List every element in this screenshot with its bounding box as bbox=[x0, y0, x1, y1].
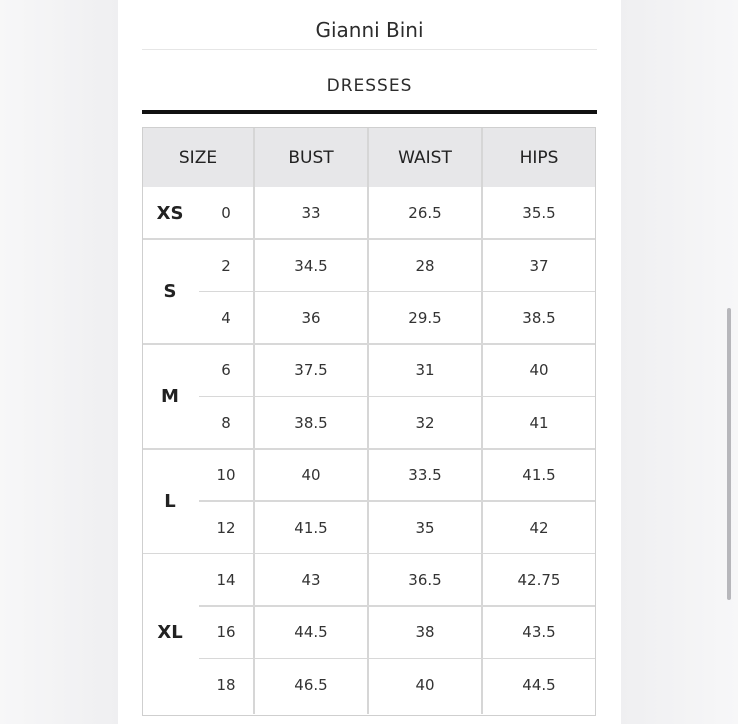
size-number: 16 bbox=[216, 623, 236, 642]
hips-value: 41.5 bbox=[522, 466, 556, 485]
size-group-label: L bbox=[164, 490, 176, 512]
hips-value: 38.5 bbox=[522, 308, 556, 327]
bust-value: 43 bbox=[301, 570, 321, 589]
waist-value: 28 bbox=[415, 256, 435, 275]
background-left bbox=[0, 0, 118, 724]
bust-value: 37.5 bbox=[294, 361, 328, 380]
bust-value: 40 bbox=[301, 466, 321, 485]
bust-value: 33 bbox=[301, 204, 321, 223]
size-number: 2 bbox=[221, 256, 231, 275]
size-group-label: S bbox=[163, 281, 177, 303]
waist-value: 29.5 bbox=[408, 308, 442, 327]
bust-value: 46.5 bbox=[294, 675, 328, 694]
size-number: 12 bbox=[216, 518, 236, 537]
close-icon[interactable] bbox=[549, 0, 579, 10]
size-group-label: M bbox=[161, 386, 179, 408]
size-number: 4 bbox=[221, 308, 231, 327]
hips-value: 37 bbox=[529, 256, 549, 275]
size-chart-table bbox=[142, 127, 596, 716]
size-number: 14 bbox=[216, 570, 236, 589]
waist-value: 36.5 bbox=[408, 570, 442, 589]
hips-value: 41 bbox=[529, 413, 549, 432]
bust-value: 38.5 bbox=[294, 413, 328, 432]
waist-value: 31 bbox=[415, 361, 435, 380]
category-underline bbox=[142, 110, 597, 114]
waist-value: 33.5 bbox=[408, 466, 442, 485]
hips-value: 35.5 bbox=[522, 204, 556, 223]
background-right bbox=[621, 0, 738, 724]
size-number: 10 bbox=[216, 466, 236, 485]
header-hips: HIPS bbox=[483, 128, 595, 187]
size-number: 8 bbox=[221, 413, 231, 432]
hips-value: 43.5 bbox=[522, 623, 556, 642]
header-waist: WAIST bbox=[369, 128, 481, 187]
bust-value: 34.5 bbox=[294, 256, 328, 275]
size-group-label: XS bbox=[156, 202, 184, 224]
bust-value: 41.5 bbox=[294, 518, 328, 537]
category-title: DRESSES bbox=[326, 76, 413, 96]
header-size: SIZE bbox=[143, 128, 253, 187]
hips-value: 42.75 bbox=[517, 570, 561, 589]
waist-value: 40 bbox=[415, 675, 435, 694]
hips-value: 44.5 bbox=[522, 675, 556, 694]
hips-value: 42 bbox=[529, 518, 549, 537]
size-number: 6 bbox=[221, 361, 231, 380]
scrollbar-thumb[interactable] bbox=[727, 308, 731, 600]
divider bbox=[142, 49, 597, 50]
hips-value: 40 bbox=[529, 361, 549, 380]
waist-value: 35 bbox=[415, 518, 435, 537]
size-group-label: XL bbox=[157, 621, 183, 643]
waist-value: 32 bbox=[415, 413, 435, 432]
size-number: 0 bbox=[221, 204, 231, 223]
brand-title: Gianni Bini bbox=[315, 18, 424, 42]
waist-value: 38 bbox=[415, 623, 435, 642]
size-number: 18 bbox=[216, 675, 236, 694]
bust-value: 36 bbox=[301, 308, 321, 327]
bust-value: 44.5 bbox=[294, 623, 328, 642]
waist-value: 26.5 bbox=[408, 204, 442, 223]
header-bust: BUST bbox=[255, 128, 367, 187]
